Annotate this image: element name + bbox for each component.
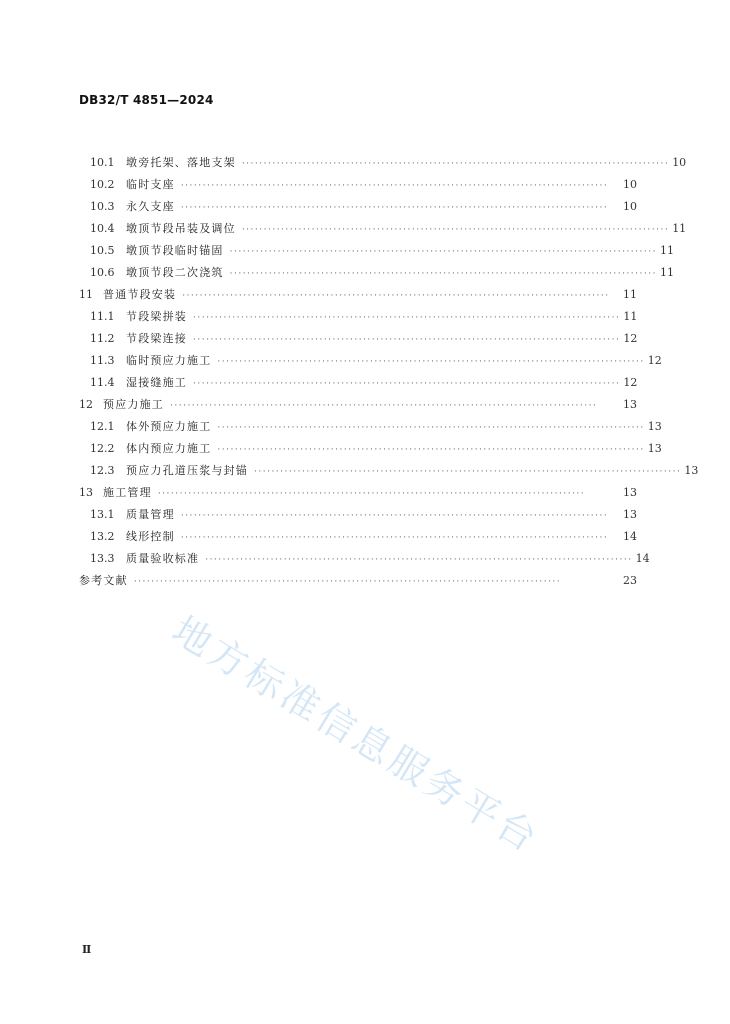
toc-entry-12-1[interactable] (90, 416, 662, 438)
toc-entry-10-3[interactable] (90, 196, 637, 218)
toc-entry-page: 23 (623, 574, 637, 587)
toc-dot-leader: ·································································································· (217, 423, 645, 433)
toc-dot-leader: ·································································································· (193, 379, 621, 389)
toc-dot-leader: ·································································································· (182, 291, 610, 301)
toc-entry-page: 12 (623, 376, 638, 389)
toc-entry-number: 11.3 (90, 354, 115, 367)
toc-entry-page: 11 (659, 266, 674, 279)
toc-entry-page: 12 (647, 354, 662, 367)
toc-entry-title: 墩顶节段临时锚固 (126, 244, 224, 257)
toc-entry-title: 施工管理 (103, 486, 152, 499)
toc-entry-title: 质量管理 (126, 508, 175, 521)
page-number: Ⅱ (82, 943, 92, 956)
toc-entry-11-1[interactable] (90, 306, 637, 328)
toc-entry-title: 普通节段安装 (103, 288, 177, 301)
toc-dot-leader: ·································································································· (241, 159, 670, 169)
toc-dot-leader: ·································································································· (241, 225, 670, 235)
toc-entry-title: 墩旁托架、落地支架 (126, 156, 236, 169)
toc-entry-page: 10 (623, 200, 637, 213)
toc-dot-leader: ·································································································· (180, 511, 609, 521)
toc-entry-number: 10.1 (90, 156, 115, 169)
toc-entry-number: 11.2 (90, 332, 115, 345)
toc-dot-leader: ·································································································· (180, 533, 609, 543)
toc-entry-number: 10.2 (90, 178, 115, 191)
toc-entry-title: 参考文献 (79, 574, 128, 587)
toc-dot-leader: ·································································································· (205, 555, 633, 565)
toc-entry-title: 湿接缝施工 (126, 376, 187, 389)
watermark-text: 地方标准信息服务平台 (164, 607, 548, 862)
toc-entry-page: 12 (623, 332, 638, 345)
toc-entry-number: 10.6 (90, 266, 115, 279)
toc-entry-number: 13.2 (90, 530, 115, 543)
toc-entry-number: 10.4 (90, 222, 115, 235)
toc-entry-page: 13 (623, 398, 637, 411)
toc-dot-leader: ·································································································· (217, 357, 645, 367)
toc-entry-number: 12.3 (90, 464, 115, 477)
toc-entry-12[interactable] (79, 394, 637, 416)
toc-dot-leader: ·································································································· (133, 577, 562, 587)
toc-entry-12-2[interactable] (90, 438, 662, 460)
toc-entry-number: 12 (79, 398, 93, 411)
toc-entry-page: 11 (623, 310, 638, 323)
toc-dot-leader: ·································································································· (193, 313, 621, 323)
toc-entry-number: 11.4 (90, 376, 115, 389)
toc-entry-11-2[interactable] (90, 328, 637, 350)
toc-entry-title: 体外预应力施工 (126, 420, 212, 433)
toc-entry-13[interactable] (79, 482, 637, 504)
toc-entry-page: 11 (672, 222, 687, 235)
toc-entry-title: 永久支座 (126, 200, 175, 213)
toc-entry-10-5[interactable] (90, 240, 674, 262)
toc-entry-page: 13 (647, 420, 662, 433)
toc-entry-number: 10.5 (90, 244, 115, 257)
toc-entry-page: 11 (659, 244, 674, 257)
toc-entry-page: 13 (623, 486, 637, 499)
toc-entry-title: 预应力孔道压浆与封锚 (126, 464, 248, 477)
toc-entry-11-4[interactable] (90, 372, 637, 394)
toc-entry-title: 墩顶节段吊装及调位 (126, 222, 236, 235)
toc-entry-page: 13 (647, 442, 662, 455)
toc-entry-references[interactable] (79, 570, 637, 592)
toc-entry-number: 12.1 (90, 420, 115, 433)
toc-entry-number: 11 (79, 288, 93, 301)
toc-entry-page: 10 (672, 156, 687, 169)
toc-entry-12-3[interactable] (90, 460, 699, 482)
toc-entry-13-1[interactable] (90, 504, 637, 526)
toc-entry-number: 10.3 (90, 200, 115, 213)
toc-entry-page: 14 (623, 530, 637, 543)
toc-entry-13-2[interactable] (90, 526, 637, 548)
toc-entry-10-2[interactable] (90, 174, 637, 196)
toc-entry-title: 墩顶节段二次浇筑 (126, 266, 224, 279)
toc-entry-10-1[interactable] (90, 152, 687, 174)
toc-entry-page: 13 (623, 508, 637, 521)
toc-dot-leader: ·································································································· (254, 467, 682, 477)
toc-entry-number: 13.1 (90, 508, 115, 521)
toc-entry-title: 节段梁拼装 (126, 310, 187, 323)
toc-entry-number: 13 (79, 486, 93, 499)
toc-entry-title: 体内预应力施工 (126, 442, 212, 455)
toc-entry-title: 临时支座 (126, 178, 175, 191)
toc-dot-leader: ·································································································· (229, 269, 657, 279)
toc-entry-10-4[interactable] (90, 218, 687, 240)
toc-entry-page: 11 (623, 288, 637, 301)
toc-entry-number: 13.3 (90, 552, 115, 565)
toc-entry-title: 预应力施工 (103, 398, 164, 411)
toc-entry-page: 10 (623, 178, 637, 191)
toc-dot-leader: ·································································································· (193, 335, 621, 345)
toc-dot-leader: ·································································································· (180, 181, 609, 191)
document-id-header: DB32/T 4851—2024 (79, 93, 214, 107)
toc-entry-title: 线形控制 (126, 530, 175, 543)
toc-entry-page: 13 (684, 464, 699, 477)
toc-entry-title: 质量验收标准 (126, 552, 200, 565)
toc-entry-13-3[interactable] (90, 548, 650, 570)
toc-dot-leader: ·································································································· (170, 401, 598, 411)
toc-dot-leader: ·································································································· (157, 489, 586, 499)
toc-dot-leader: ·································································································· (229, 247, 657, 257)
toc-dot-leader: ·································································································· (217, 445, 645, 455)
toc-entry-title: 节段梁连接 (126, 332, 187, 345)
toc-entry-number: 12.2 (90, 442, 115, 455)
toc-entry-page: 14 (635, 552, 650, 565)
toc-dot-leader: ·································································································· (180, 203, 609, 213)
toc-entry-title: 临时预应力施工 (126, 354, 212, 367)
toc-entry-number: 11.1 (90, 310, 115, 323)
toc-entry-10-6[interactable] (90, 262, 674, 284)
toc-entry-11[interactable] (79, 284, 637, 306)
toc-entry-11-3[interactable] (90, 350, 662, 372)
